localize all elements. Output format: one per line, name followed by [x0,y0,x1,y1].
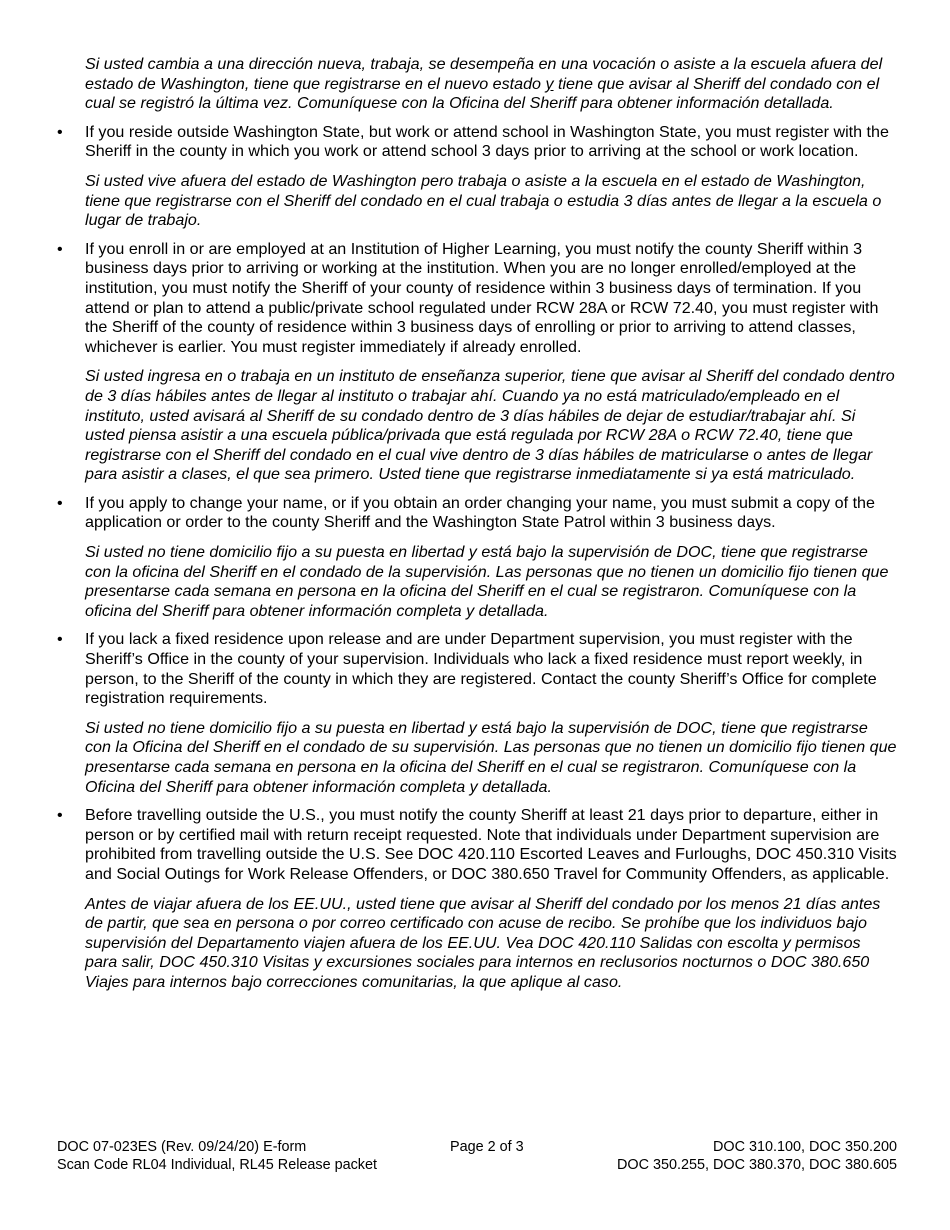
underlined-word: y [545,74,554,93]
page-footer [57,1138,897,1174]
spanish-text: Si usted no tiene domicilio fijo a su puesta en libertad y está bajo la supervisión de DOC, tiene que registrarse con la oficina del Sheriff en el condado de la supervisión. Las personas que no tienen un domicilio fijo tienen que presentarse cada semana en persona en la oficina del Sheriff en el cual se registraron. Comuníquese con la oficina del Sheriff para obtener información completa y detallada. [85,543,889,620]
intro-spanish-paragraph: Si usted cambia a una dirección nueva, trabaja, se desempeña en una vocación o asiste a la escuela afuera del estado de Washington, tiene que registrarse en el nuevo estado y tiene que avisar al Sheriff del condado con el cual se registró la última vez. Comuníquese con la Oficina del Sheriff para obtener información detallada. [85,55,883,113]
bullet-item [57,494,897,533]
page-number: Page 2 of 3 [450,1139,524,1155]
english-text: Before travelling outside the U.S., you must notify the county Sheriff at least 21 days prior to departure, either in person or by certified mail with return receipt requested. Note that individuals under Department supervision are prohibited from travelling outside the U.S. See DOC 420.110 Escorted Leaves and Furloughs, DOC 450.310 Visits and Social Outings for Work Release Offenders, or DOC 380.650 Travel for Community Offenders, as applicable. [85,806,897,883]
bullet-icon: • [57,630,63,649]
bullet-item [57,240,897,358]
document-body [57,55,897,993]
policy-references-line2: DOC 350.255, DOC 380.370, DOC 380.605 [617,1157,897,1173]
policy-references-line1: DOC 310.100, DOC 350.200 [713,1139,897,1155]
scan-code: Scan Code RL04 Individual, RL45 Release packet [57,1157,377,1173]
form-id: DOC 07-023ES (Rev. 09/24/20) E-form [57,1139,307,1155]
bullet-item [57,123,897,162]
bullet-icon: • [57,493,63,512]
bullet-item [57,806,897,884]
spanish-text: Si usted vive afuera del estado de Washington pero trabaja o asiste a la escuela en el estado de Washington, tiene que registrarse con el Sheriff del condado en el cual trabaja o estudia 3 días antes de llegar a la escuela o lugar de trabajo. [85,171,882,230]
bullet-icon: • [57,122,63,141]
english-text: If you reside outside Washington State, but work or attend school in Washington State, you must register with the Sheriff in the county in which you work or attend school 3 days prior to arriving at the school or work location. [85,122,889,161]
bullet-icon: • [57,806,63,825]
bullet-icon: • [57,239,63,258]
spanish-text: Antes de viajar afuera de los EE.UU., usted tiene que avisar al Sheriff del condado por los menos 21 días antes de partir, que sea en persona o por correo certificado con acuse de recibo. Se prohíbe que los individuos bajo supervisión del Departamento viajen afuera de los EE.UU. Vea DOC 420.110 Salidas con escolta y permisos para salir, DOC 450.310 Visitas y excursiones sociales para internos en reclusorios nocturnos o DOC 380.650 Viajes para internos bajo correcciones comunitarias, la que aplique al caso. [85,894,881,991]
english-text: If you lack a fixed residence upon release and are under Department supervision, you must register with the Sheriff’s Office in the county of your supervision. Individuals who lack a fixed residence must report weekly, in person, to the Sheriff of the county in which they are registered. Contact the county Sheriff’s Office for complete registration requirements. [85,630,877,708]
bullet-item [57,630,897,708]
spanish-text: Si usted ingresa en o trabaja en un instituto de enseñanza superior, tiene que avisar al Sheriff del condado dentro de 3 días hábiles antes de llegar al instituto o trabajar ahí. Cuando ya no está matriculado/empleado en el instituto, usted avisará al Sheriff de su condado dentro de 3 días hábiles de dejar de estudiar/trabajar ahí. Si usted piensa asistir a una escuela pública/privada que está regulada por RCW 28A o RCW 72.40, tiene que registrarse con el Sheriff del condado en el cual vive dentro de 3 días hábiles de matricularse o antes de llegar para asistir a clases, el que sea primero. Usted tiene que registrarse inmediatamente si ya está matriculado. [85,367,895,484]
spanish-text: Si usted no tiene domicilio fijo a su puesta en libertad y está bajo la supervisión de DOC, tiene que registrarse con la Oficina del Sheriff en el condado de su supervisión. Las personas que no tienen un domicilio fijo tienen que presentarse cada semana en persona en la oficina del Sheriff en el cual se registraron. Comuníquese con la Oficina del Sheriff para obtener información completa y detallada. [85,718,897,796]
english-text: If you apply to change your name, or if you obtain an order changing your name, you must submit a copy of the application or order to the county Sheriff and the Washington State Patrol within 3 business days. [85,493,875,532]
english-text: If you enroll in or are employed at an Institution of Higher Learning, you must notify the county Sheriff within 3 business days prior to arriving or working at the institution. When you are no longer enrolled/employed at the institution, you must notify the Sheriff of your county of residence within 3 business days of termination. If you attend or plan to attend a public/private school regulated under RCW 28A or RCW 72.40, you must register with the Sheriff of the county of residence within 3 business days of enrolling or prior to arriving to attend classes, whichever is earlier. You must register immediately if already enrolled. [85,239,879,356]
